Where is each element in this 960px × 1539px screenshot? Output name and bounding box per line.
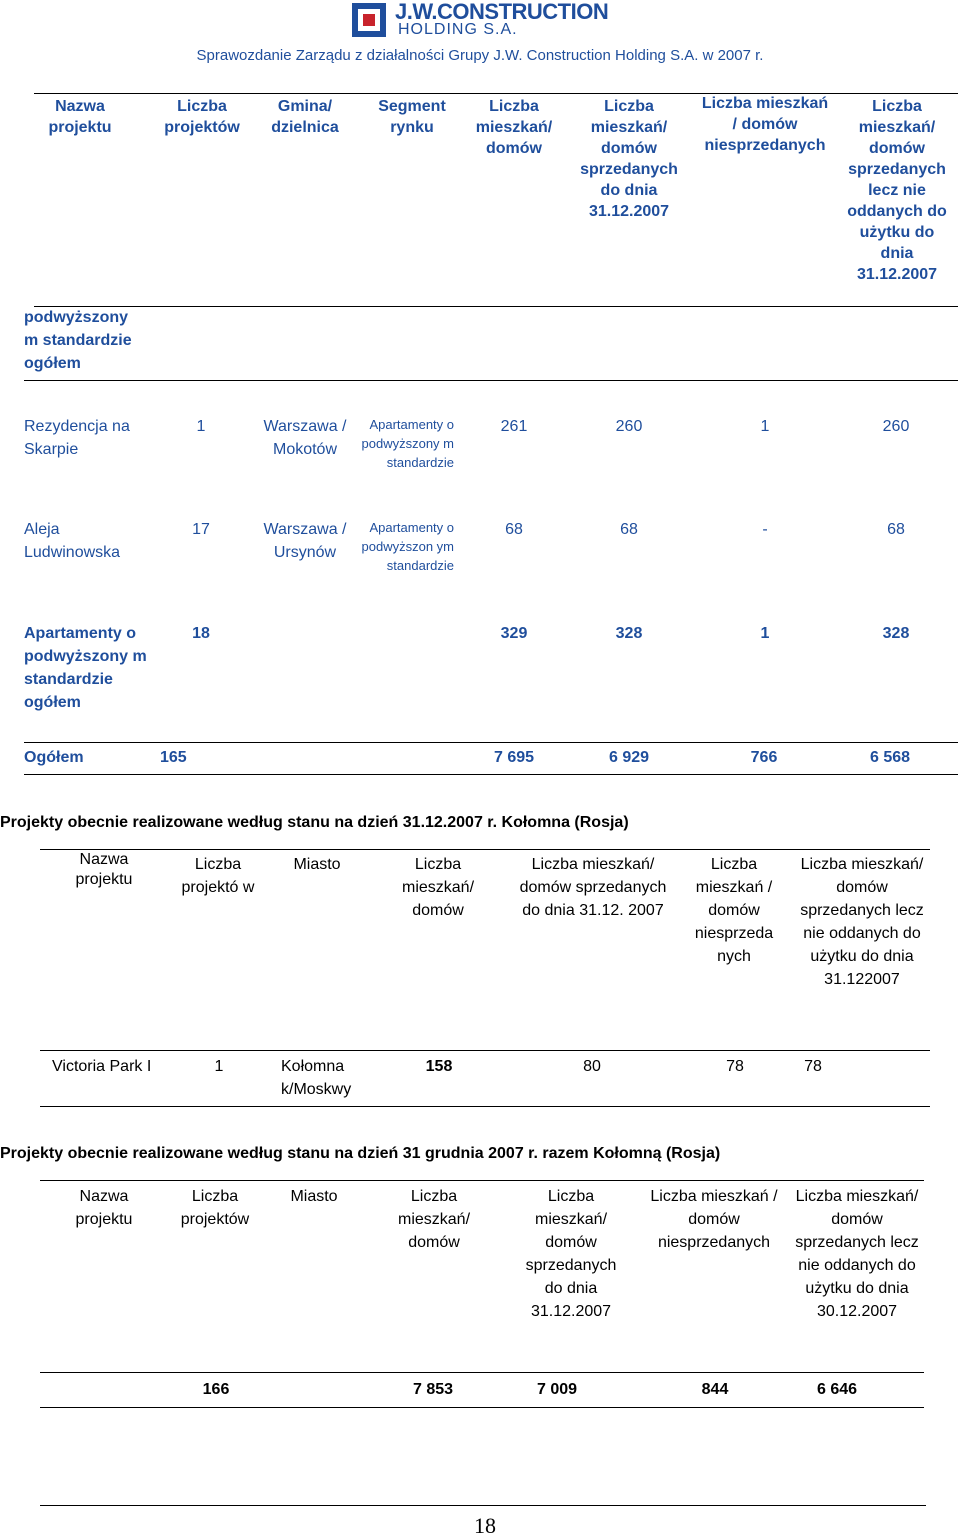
table1-header-sold-not-delivered: Liczba mieszkań/ domów sprzedanych lecz nie oddanych do użytku do dnia 31.12.2007 [847, 98, 947, 283]
table1-header-count: Liczba projektów [164, 98, 240, 136]
table2-row-units: 158 [425, 1058, 453, 1075]
table1-header-segment: Segment rynku [378, 98, 446, 136]
table2-header-city: Miasto [293, 856, 341, 873]
table1-total-units: 7 695 [493, 749, 535, 766]
table1-subtotal-unsold: 1 [760, 625, 770, 642]
table1-carry-over-label: podwyższony m standardzie ogółem [24, 309, 132, 372]
table2-row-name: Victoria Park I [52, 1058, 152, 1075]
table3-header-count: Liczba projektów [180, 1188, 250, 1228]
table2-row-city: Kołomna k/Moskwy [281, 1058, 352, 1098]
table1-row2-segment: Apartamenty o podwyższon ym standardzie [361, 520, 454, 573]
table3-header-city: Miasto [290, 1188, 338, 1205]
table2-header-units: Liczba mieszkań/ domów [401, 856, 475, 919]
table1-row2-count: 17 [192, 521, 210, 538]
table1-row1-units: 261 [500, 418, 528, 435]
table1-row2-sold: 68 [620, 521, 638, 538]
section3-title: Projekty obecnie realizowane według stanu na dzień 31 grudnia 2007 r. razem Kołomną (Rosja) [0, 1145, 721, 1162]
table3-header-name: Nazwa projektu [75, 1188, 133, 1228]
table1-total-sold: 6 929 [608, 749, 650, 766]
table1-total-label: Ogółem [24, 749, 84, 766]
company-logo-icon [352, 3, 386, 37]
table1-row2-name: Aleja Ludwinowska [24, 521, 121, 561]
table3-total-sold: 7 009 [536, 1381, 578, 1398]
table1-subtotal-sold-not-delivered: 328 [882, 625, 910, 642]
table3-total-units: 7 853 [412, 1381, 454, 1398]
table1-header-sold: Liczba mieszkań/ domów sprzedanych do dnia 31.12.2007 [580, 98, 678, 220]
table2-header-name: Nazwa projektu [75, 851, 133, 888]
table1-row1-sold: 260 [615, 418, 643, 435]
table3-header-unsold: Liczba mieszkań / domów niesprzedanych [650, 1188, 778, 1251]
table1-total-sold-not-delivered: 6 568 [869, 749, 911, 766]
table2-row-unsold: 78 [726, 1058, 744, 1075]
table3-header-sold-not-delivered: Liczba mieszkań/ domów sprzedanych lecz nie oddanych do użytku do dnia 30.12.2007 [795, 1188, 919, 1320]
table2-header-count: Liczba projektó w [181, 856, 255, 896]
page-number: 18 [474, 1513, 496, 1538]
table3-total-count: 166 [202, 1381, 230, 1398]
table3-total-sold-not-delivered: 6 646 [816, 1381, 858, 1398]
table3-header-sold: Liczba mieszkań/ domów sprzedanych do dnia 31.12.2007 [525, 1188, 617, 1320]
table1-subtotal-name: Apartamenty o podwyższony m standardzie ogółem [24, 625, 147, 711]
table2-header-sold-not-delivered: Liczba mieszkań/ domów sprzedanych lecz nie oddanych do użytku do dnia 31.122007 [800, 856, 924, 988]
table1-row1-segment: Apartamenty o podwyższony m standardzie [361, 417, 454, 470]
table1-total-count: 165 [160, 749, 187, 766]
table1-row2-district: Warszawa / Ursynów [263, 521, 347, 561]
table2-row-sold: 80 [583, 1058, 601, 1075]
table2-row-count: 1 [214, 1058, 224, 1075]
table1-row1-district: Warszawa / Mokotów [263, 418, 347, 458]
table1-total-unsold: 766 [750, 749, 778, 766]
section2-title: Projekty obecnie realizowane według stanu na dzień 31.12.2007 r. Kołomna (Rosja) [0, 814, 629, 831]
table1-header-units: Liczba mieszkań/ domów [475, 98, 553, 157]
report-title: Sprawozdanie Zarządu z działalności Grupy J.W. Construction Holding S.A. w 2007 r. [196, 47, 764, 64]
table2-row-sold-not-delivered: 78 [804, 1058, 822, 1075]
table2-header-sold: Liczba mieszkań/ domów sprzedanych do dnia 31.12. 2007 [519, 856, 667, 919]
table1-row2-unsold: - [762, 521, 768, 538]
logo-subtitle: HOLDING S.A. [398, 21, 518, 38]
table2-header-unsold: Liczba mieszkań / domów niesprzeda nych [694, 856, 774, 965]
table1-row2-units: 68 [505, 521, 523, 538]
table1-row1-count: 1 [196, 418, 206, 435]
table1-header-name: Nazwa projektu [48, 98, 112, 136]
table1-header-unsold: Liczba mieszkań / domów niesprzedanych [701, 95, 829, 154]
table1-subtotal-count: 18 [192, 625, 210, 642]
footer-divider [40, 1505, 926, 1506]
table1-row2-sold-not-delivered: 68 [887, 521, 905, 538]
table3-header-units: Liczba mieszkań/ domów [397, 1188, 471, 1251]
table1-row1-sold-not-delivered: 260 [882, 418, 910, 435]
table1-row1-unsold: 1 [760, 418, 770, 435]
table1-subtotal-units: 329 [500, 625, 528, 642]
table1-header-district: Gmina/ dzielnica [271, 98, 339, 136]
logo-name: J.W.CONSTRUCTION [395, 0, 609, 24]
table3-total-unsold: 844 [701, 1381, 729, 1398]
table1-subtotal-sold: 328 [615, 625, 643, 642]
table1-row1-name: Rezydencja na Skarpie [24, 418, 130, 458]
